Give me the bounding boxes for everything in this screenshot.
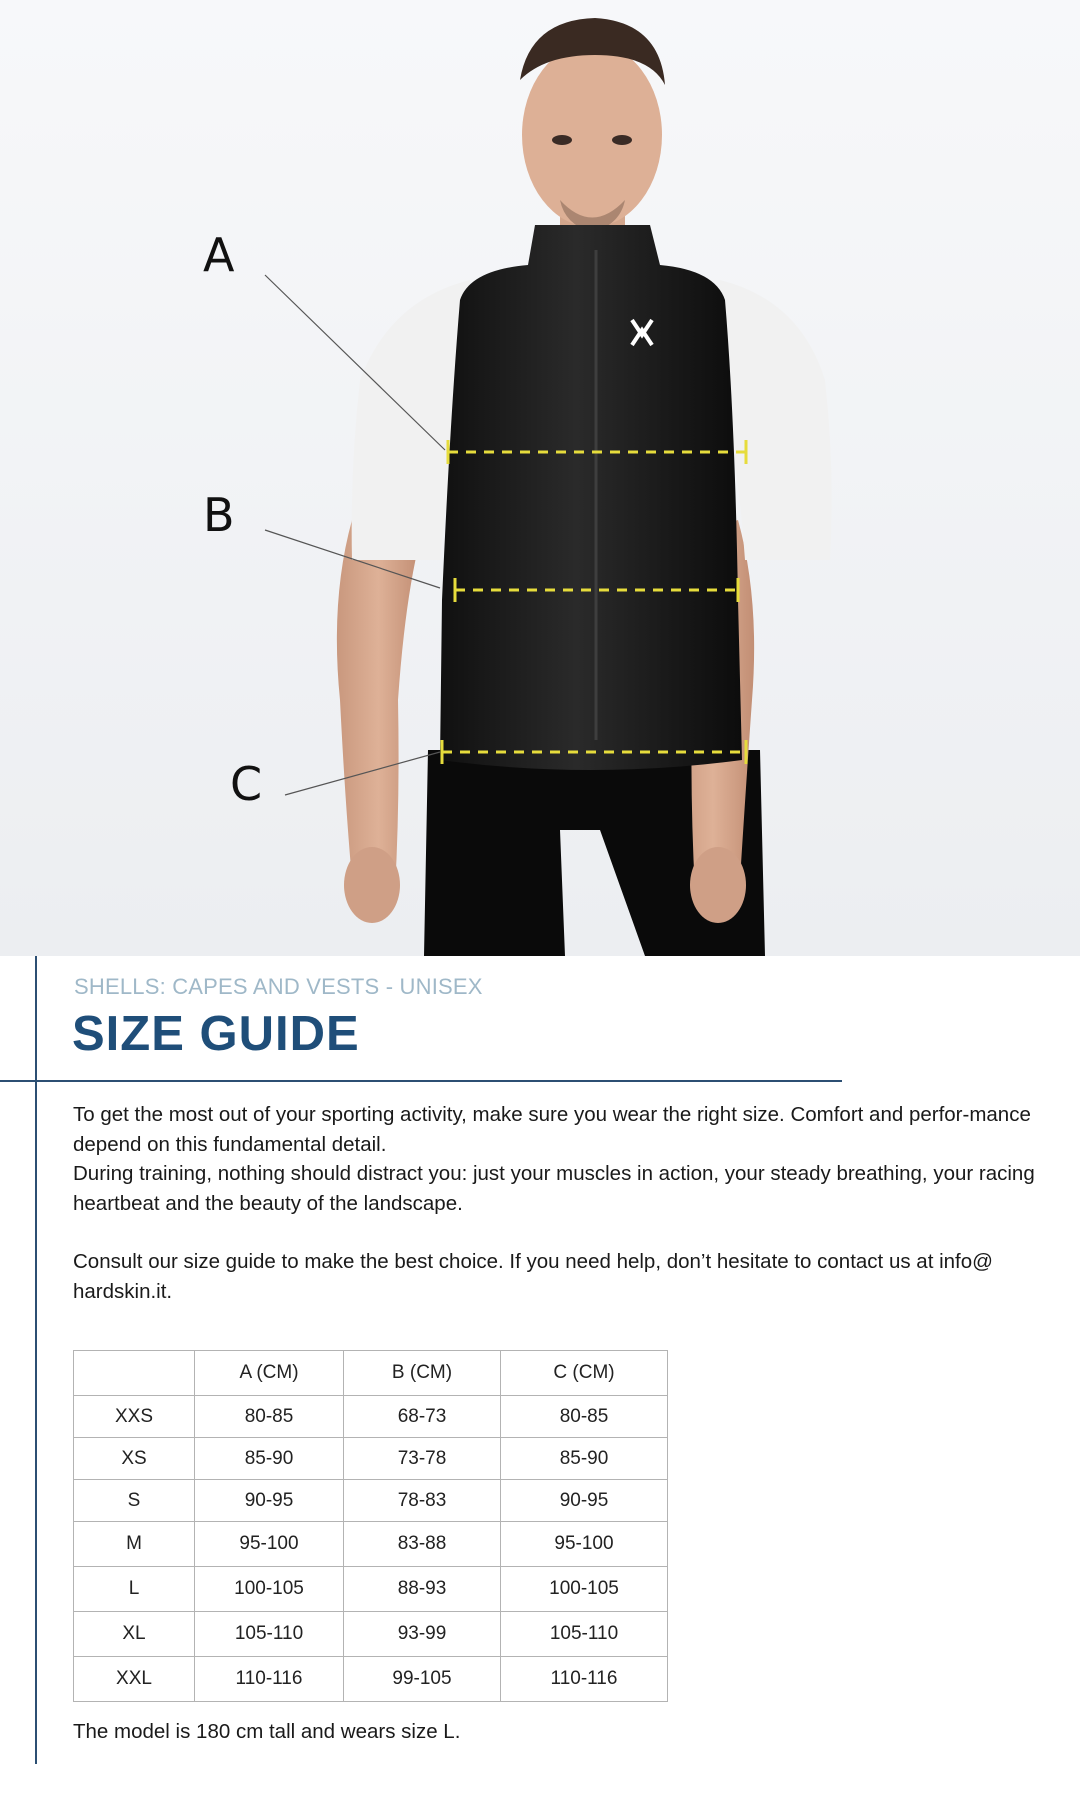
intro-paragraph-3: Consult our size guide to make the best choice. If you need help, don’t hesitate to contact us at info@ hardskin.it. (73, 1250, 993, 1303)
table-header: C (CM) (501, 1351, 668, 1396)
table-row (74, 1396, 668, 1438)
table-row (74, 1567, 668, 1612)
table-row (74, 1480, 668, 1522)
table-header (74, 1351, 195, 1396)
table-cell: 90-95 (501, 1480, 668, 1522)
measure-label-b: B (203, 488, 235, 542)
table-row (74, 1522, 668, 1567)
intro-text (73, 1100, 1043, 1306)
table-cell: 85-90 (195, 1438, 344, 1480)
table-cell: XL (74, 1612, 195, 1657)
table-cell: 100-105 (501, 1567, 668, 1612)
table-cell: 80-85 (195, 1396, 344, 1438)
intro-paragraph-1: To get the most out of your sporting activity, make sure you wear the right size. Comfort and perfor-mance depend on this fundamental detail. (73, 1103, 1031, 1156)
size-table (73, 1350, 668, 1702)
table-cell: S (74, 1480, 195, 1522)
section-subtitle: SHELLS: CAPES AND VESTS - UNISEX (74, 974, 483, 999)
measure-label-a: A (203, 228, 235, 282)
table-cell: 105-110 (195, 1612, 344, 1657)
measure-label-c: C (230, 757, 263, 811)
table-cell: 68-73 (344, 1396, 501, 1438)
header-rule (0, 1080, 842, 1082)
table-cell: M (74, 1522, 195, 1567)
table-cell: 73-78 (344, 1438, 501, 1480)
table-header: A (CM) (195, 1351, 344, 1396)
table-cell: 95-100 (195, 1522, 344, 1567)
table-row (74, 1657, 668, 1702)
table-cell: 99-105 (344, 1657, 501, 1702)
table-header-row (74, 1351, 668, 1396)
table-cell: 100-105 (195, 1567, 344, 1612)
model-size-note: The model is 180 cm tall and wears size L. (73, 1720, 461, 1743)
table-cell: 85-90 (501, 1438, 668, 1480)
table-cell: XS (74, 1438, 195, 1480)
page-title: SIZE GUIDE (72, 1007, 360, 1061)
table-cell: 110-116 (195, 1657, 344, 1702)
vertical-rule (35, 956, 37, 1764)
table-cell: XXS (74, 1396, 195, 1438)
table-cell: L (74, 1567, 195, 1612)
table-cell: 95-100 (501, 1522, 668, 1567)
table-cell: 93-99 (344, 1612, 501, 1657)
table-cell: 110-116 (501, 1657, 668, 1702)
table-row (74, 1438, 668, 1480)
table-cell: 88-93 (344, 1567, 501, 1612)
table-cell: 83-88 (344, 1522, 501, 1567)
table-cell: XXL (74, 1657, 195, 1702)
intro-paragraph-2: During training, nothing should distract you: just your muscles in action, your steady breathing, your racing heartbeat and the beauty of the landscape. (73, 1162, 1035, 1215)
table-cell: 90-95 (195, 1480, 344, 1522)
table-cell: 80-85 (501, 1396, 668, 1438)
table-row (74, 1612, 668, 1657)
table-cell: 105-110 (501, 1612, 668, 1657)
table-header: B (CM) (344, 1351, 501, 1396)
table-cell: 78-83 (344, 1480, 501, 1522)
